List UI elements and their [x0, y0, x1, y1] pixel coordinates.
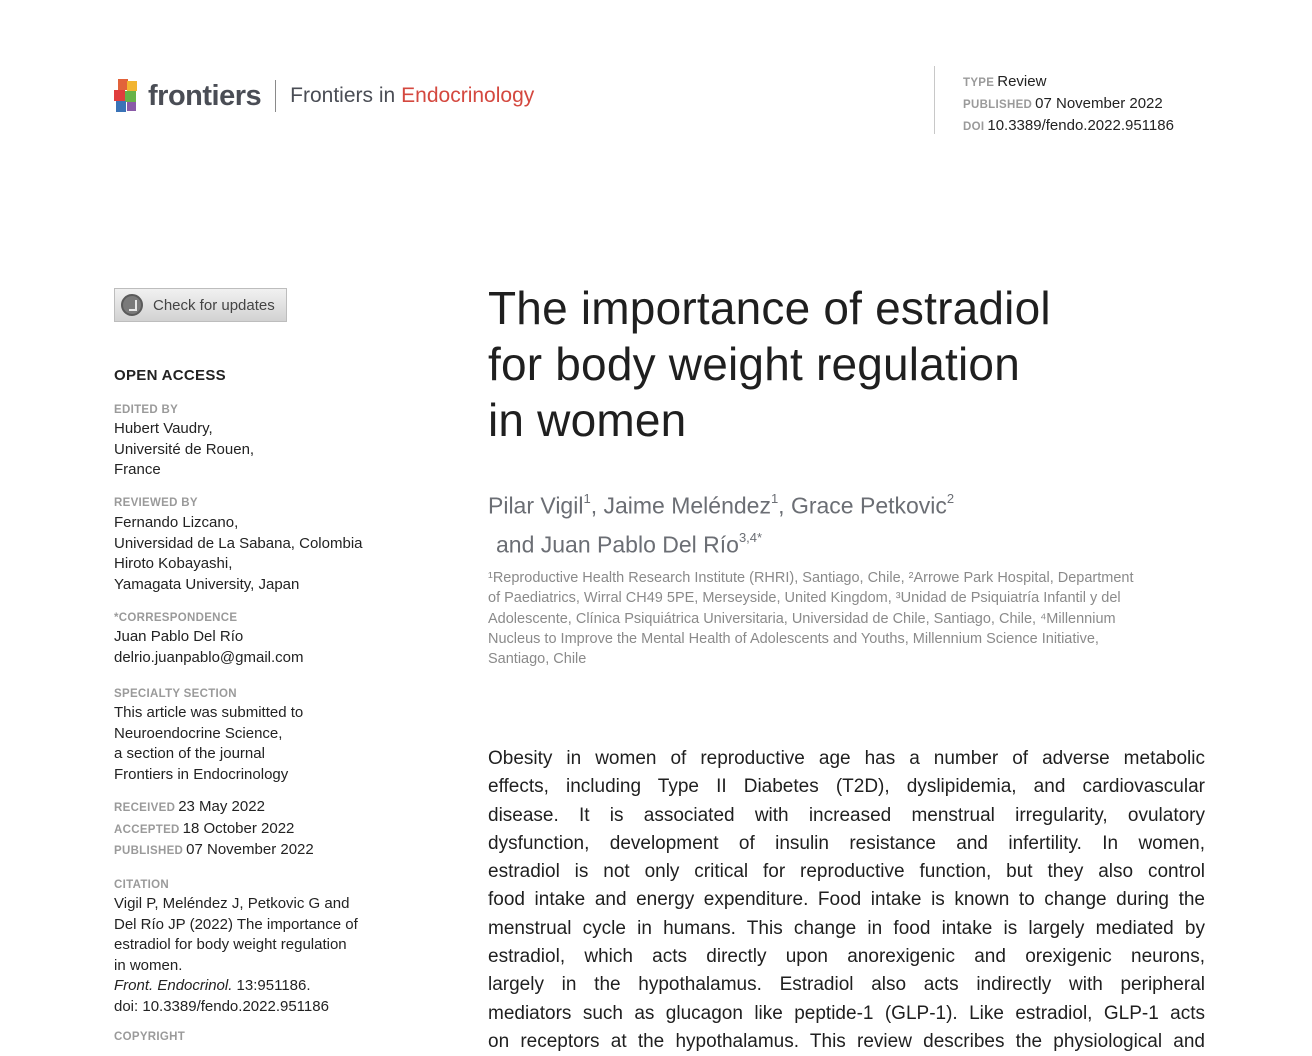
logo-divider	[275, 80, 276, 112]
correspondence-email-link[interactable]: delrio.juanpablo@gmail.com	[114, 648, 304, 666]
accepted-date: ACCEPTED 18 October 2022	[114, 819, 295, 837]
specialty-section-label: SPECIALTY SECTION	[114, 688, 237, 700]
brand-name: frontiers	[148, 79, 262, 112]
citation-journal: Front. Endocrinol.	[114, 977, 233, 994]
meta-doi[interactable]: DOI 10.3389/fendo.2022.951186	[963, 117, 1174, 134]
copyright-label: COPYRIGHT	[114, 1031, 186, 1043]
received-date: RECEIVED 23 May 2022	[114, 798, 265, 815]
meta-divider	[934, 66, 935, 134]
specialty-section-text: This article was submitted to Neuroendocrine Science, a section of the journal Frontiers in Endocrinology	[114, 704, 304, 783]
meta-type: TYPE Review	[963, 73, 1047, 90]
journal-prefix: Frontiers in	[290, 84, 396, 107]
check-updates-label: Check for updates	[153, 296, 275, 314]
author-name[interactable]: Jaime Meléndez	[603, 492, 771, 519]
correspondence-name: Juan Pablo Del Río	[114, 628, 244, 645]
reviewed-by-text: Fernando Lizcano, Universidad de La Sabana, Colombia Hiroto Kobayashi, Yamagata University, Japan	[114, 514, 363, 593]
affiliations: ¹Reproductive Health Research Institute (RHRI), Santiago, Chile, ²Arrowe Park Hospital, Department of Paediatrics, Wirral CH49 5PE, Merseyside, United Kingdom, ³Unidad de Psiquiatría Infantil y del Adolescente, Clínica Psiquiátrica Universitaria, Universidad de Chile, Santiago, Chile, ⁴Millennium Nucleus to Improve the Mental Health of Adolescents and Youths, Millennium Science Initiative, Santiago, Chile	[488, 570, 1134, 668]
author-name[interactable]: Pilar Vigil	[488, 492, 584, 519]
dates-block	[114, 797, 314, 862]
author-list: Pilar Vigil$^1$, Jaime Meléndez$^1$, Grace Petkovic$^2$ and Juan Pablo Del Río$^{3,4*}$	[488, 491, 955, 558]
author-name[interactable]: and Juan Pablo Del Río	[496, 531, 739, 558]
edited-by-label: EDITED BY	[114, 404, 179, 416]
author-name[interactable]: Grace Petkovic	[790, 492, 947, 519]
citation-doi-link[interactable]: doi: 10.3389/fendo.2022.951186	[114, 997, 329, 1015]
journal-name: Endocrinology	[401, 84, 535, 107]
frontiers-logo-icon	[114, 79, 142, 113]
published-date: PUBLISHED 07 November 2022	[114, 841, 314, 858]
check-updates-icon	[121, 294, 143, 316]
journal-logo[interactable]	[114, 76, 534, 116]
article-title: The importance of estradiol for body weight regulation in women	[488, 282, 1051, 446]
abstract-text: Obesity in women of reproductive age has a number of adverse metabolic effects, including Type II Diabetes (T2D), dyslipidemia, and cardiovascular disease. It is associated with increased menstrual irregularity, ovulatory dysfunction, development of insulin resistance and infertility. In women, estradiol is not only critical for reproductive function, but they also control food intake and energy expenditure. Food intake is known to change during the menstrual cycle in humans. This change in food intake is largely mediated by estradiol, which acts directly upon anorexigenic and orexigenic neurons, largely in the hypothalamus. Estradiol also acts indirectly with peripheral mediators such as glucagon like peptide-1 (GLP-1). Like estradiol, GLP-1 acts on receptors at the hypothalamus. This review describes the physiological and	[488, 748, 1205, 1052]
open-access-label: OPEN ACCESS	[114, 367, 226, 384]
edited-by-text: Hubert Vaudry, Université de Rouen, France	[114, 420, 255, 478]
check-for-updates-button[interactable]	[114, 288, 287, 322]
correspondence-text	[114, 627, 304, 668]
meta-published: PUBLISHED 07 November 2022	[963, 95, 1163, 112]
correspondence-label: *CORRESPONDENCE	[114, 612, 238, 624]
reviewed-by-label: REVIEWED BY	[114, 497, 198, 509]
citation-label: CITATION	[114, 879, 169, 891]
citation-text: Vigil P, Meléndez J, Petkovic G and Del Río JP (2022) The importance of estradiol for body weight regulation in women. Front. Endocrinol. 13:951186. doi: 10.3389/fendo.2022.951186	[114, 894, 358, 1017]
